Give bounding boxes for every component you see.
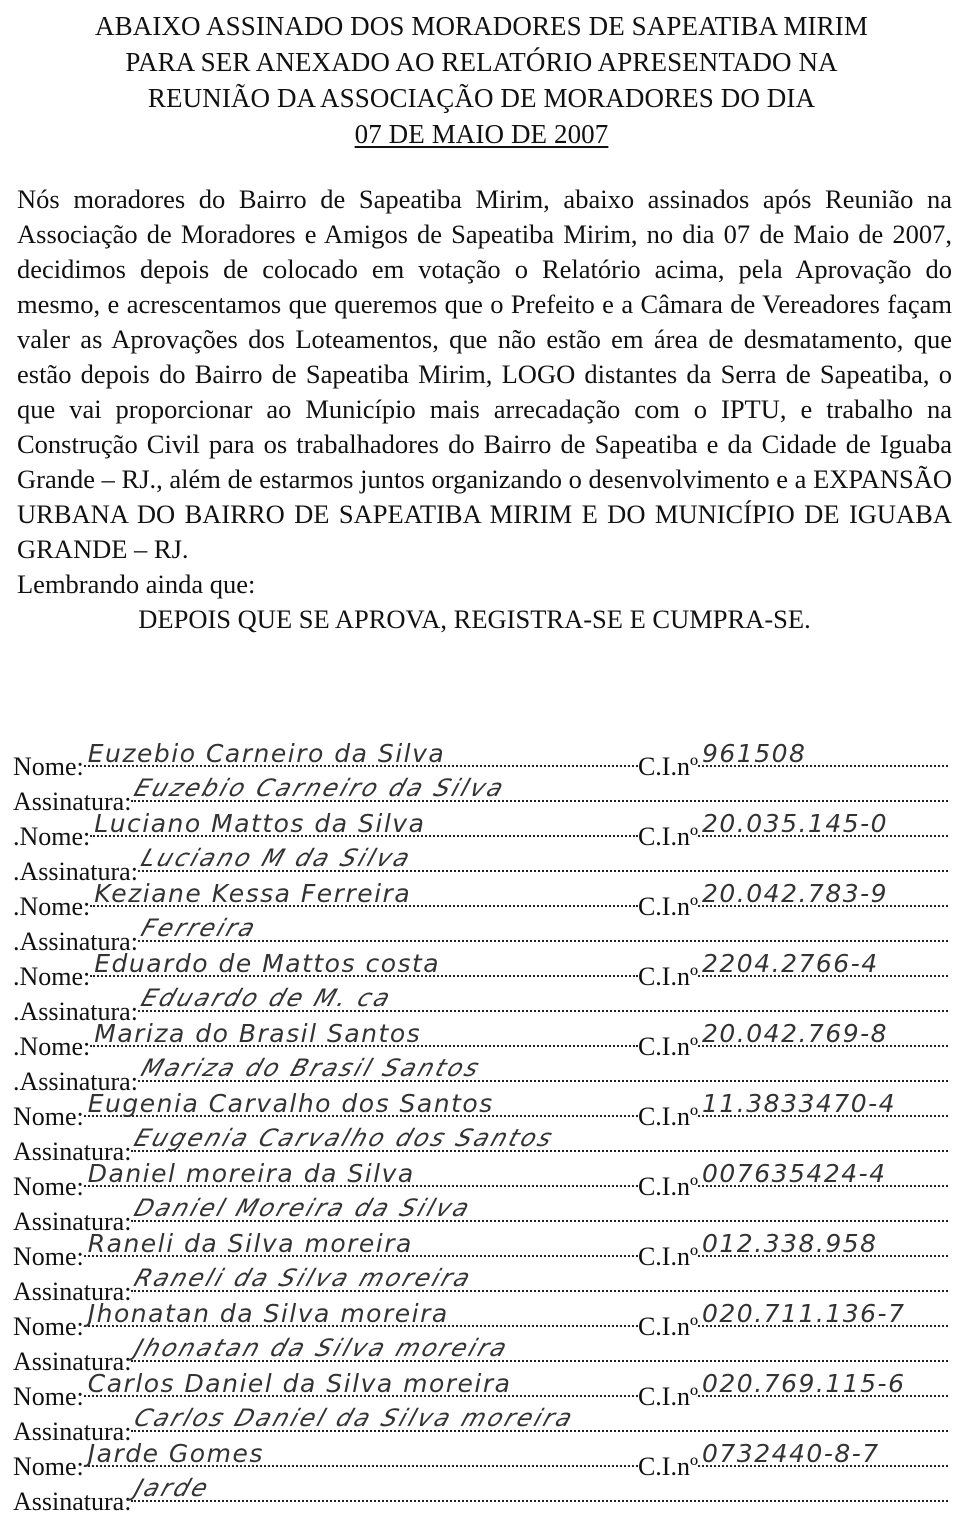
handwritten-signature: Mariza do Brasil Santos bbox=[137, 1054, 485, 1082]
ci-label: C.I.nº bbox=[637, 1312, 698, 1341]
name-label: Nome: bbox=[13, 1172, 84, 1201]
handwritten-name: Keziane Kessa Ferreira bbox=[94, 879, 412, 908]
handwritten-name: Eugenia Carvalho dos Santos bbox=[87, 1089, 494, 1118]
handwritten-name: Eduardo de Mattos costa bbox=[94, 949, 441, 978]
name-field bbox=[84, 1290, 638, 1327]
handwritten-ci: 11.3833470-4 bbox=[702, 1089, 897, 1118]
body-paragraph: Nós moradores do Bairro de Sapeatiba Mirim, abaixo assinados após Reunião na Associação de Moradores e Amigos de Sapeatiba Mirim, no dia 07 de Maio de 2007, decidimos depois de colocado em votação o Relatório acima, pela Aprovação do mesmo, e acrescentamos que queremos que o Prefeito e a Câmara de Vereadores façam valer as Aprovações dos Loteamentos, que não estão em área de desmatamento, que estão depois do Bairro de Sapeatiba Mirim, LOGO distantes da Serra de Sapeatiba, o que vai proporcionar ao Município mais arrecadação com o IPTU, e trabalho na Construção Civil para os trabalhadores do Bairro de Sapeatiba e da Cidade de Iguaba Grande – RJ., além de estarmos juntos organizando o desenvolvimento e a EXPANSÃO URBANA DO BAIRRO DE SAPEATIBA MIRIM E DO MUNICÍPIO DE IGUABA GRANDE – RJ. bbox=[17, 184, 952, 564]
handwritten-signature: Euzebio Carneiro da Silva bbox=[131, 774, 510, 802]
handwritten-name: Carlos Daniel da Silva moreira bbox=[87, 1369, 512, 1398]
title-line-2: PARA SER ANEXADO AO RELATÓRIO APRESENTADO NA bbox=[125, 47, 838, 77]
name-label: Nome: bbox=[13, 1102, 84, 1131]
ci-field bbox=[698, 940, 948, 977]
name-label: .Nome: bbox=[13, 962, 91, 991]
handwritten-signature: Jhonatan da Silva moreira bbox=[131, 1334, 514, 1362]
signature-field bbox=[131, 1465, 948, 1502]
name-label: .Nome: bbox=[13, 822, 91, 851]
signature-label: Assinatura: bbox=[13, 1417, 132, 1446]
handwritten-signature: Eugenia Carvalho dos Santos bbox=[131, 1124, 559, 1152]
handwritten-ci: 2204.2766-4 bbox=[702, 949, 879, 978]
ci-field bbox=[698, 730, 948, 767]
signature-field bbox=[138, 835, 948, 872]
ci-label: C.I.nº bbox=[637, 962, 698, 991]
handwritten-ci: 961508 bbox=[702, 739, 807, 768]
handwritten-name: Mariza do Brasil Santos bbox=[94, 1019, 422, 1048]
ci-label: C.I.nº bbox=[637, 1102, 698, 1131]
name-field bbox=[84, 1220, 638, 1257]
ci-label: C.I.nº bbox=[637, 892, 698, 921]
handwritten-ci: 020.769.115-6 bbox=[702, 1369, 906, 1398]
signature-field bbox=[131, 1325, 948, 1362]
ci-field bbox=[698, 1080, 948, 1117]
name-field bbox=[84, 1080, 638, 1117]
handwritten-signature: Raneli da Silva moreira bbox=[131, 1264, 477, 1292]
signature-label: Assinatura: bbox=[13, 1277, 132, 1306]
title-line-1: ABAIXO ASSINADO DOS MORADORES DE SAPEATIBA MIRIM bbox=[95, 11, 868, 41]
ci-field bbox=[698, 1220, 948, 1257]
signature-field bbox=[138, 975, 948, 1012]
title-date: 07 DE MAIO DE 2007 bbox=[354, 119, 609, 149]
ci-field bbox=[698, 800, 948, 837]
signature-label: .Assinatura: bbox=[13, 997, 138, 1026]
signature-field bbox=[131, 1185, 948, 1222]
handwritten-signature: Carlos Daniel da Silva moreira bbox=[131, 1404, 579, 1432]
handwritten-signature: Ferreira bbox=[137, 914, 261, 942]
signature-row bbox=[13, 1473, 948, 1516]
handwritten-ci: 0732440-8-7 bbox=[702, 1439, 880, 1468]
name-field bbox=[90, 870, 638, 907]
ci-label: C.I.nº bbox=[637, 1172, 698, 1201]
handwritten-signature: Jarde bbox=[131, 1474, 215, 1502]
name-field bbox=[84, 1150, 638, 1187]
handwritten-signature: Luciano M da Silva bbox=[137, 844, 416, 872]
ci-label: C.I.nº bbox=[637, 1382, 698, 1411]
handwritten-ci: 20.042.783-9 bbox=[702, 879, 889, 908]
handwritten-name: Daniel moreira da Silva bbox=[87, 1159, 415, 1188]
signature-field bbox=[131, 1395, 948, 1432]
name-field bbox=[84, 1360, 638, 1397]
ci-field bbox=[698, 1290, 948, 1327]
name-label: Nome: bbox=[13, 1312, 84, 1341]
petition-body bbox=[17, 182, 952, 637]
handwritten-signature: Daniel Moreira da Silva bbox=[131, 1194, 476, 1222]
handwritten-ci: 020.711.136-7 bbox=[702, 1299, 906, 1328]
signature-label: Assinatura: bbox=[13, 1207, 132, 1236]
signature-field bbox=[131, 1115, 948, 1152]
handwritten-ci: 012.338.958 bbox=[702, 1229, 878, 1258]
name-label: .Nome: bbox=[13, 892, 91, 921]
handwritten-name: Jhonatan da Silva moreira bbox=[87, 1299, 449, 1328]
handwritten-signature: Eduardo de M. ca bbox=[137, 984, 396, 1012]
ci-field bbox=[698, 1360, 948, 1397]
name-field bbox=[90, 1010, 638, 1047]
name-field bbox=[84, 1430, 638, 1467]
name-field bbox=[90, 800, 638, 837]
ci-field bbox=[698, 870, 948, 907]
document-title bbox=[0, 8, 963, 152]
body-closing: DEPOIS QUE SE APROVA, REGISTRA-SE E CUMPRA-SE. bbox=[138, 604, 811, 634]
ci-field bbox=[698, 1010, 948, 1047]
signature-label: .Assinatura: bbox=[13, 857, 138, 886]
name-label: Nome: bbox=[13, 1382, 84, 1411]
handwritten-name: Raneli da Silva moreira bbox=[87, 1229, 413, 1258]
ci-label: C.I.nº bbox=[637, 1452, 698, 1481]
ci-label: C.I.nº bbox=[637, 1242, 698, 1271]
signature-label: Assinatura: bbox=[13, 1137, 132, 1166]
handwritten-name: Euzebio Carneiro da Silva bbox=[87, 739, 446, 768]
ci-label: C.I.nº bbox=[637, 1032, 698, 1061]
ci-label: C.I.nº bbox=[637, 752, 698, 781]
name-label: Nome: bbox=[13, 1452, 84, 1481]
signature-label: .Assinatura: bbox=[13, 927, 138, 956]
ci-field bbox=[698, 1150, 948, 1187]
signature-label: .Assinatura: bbox=[13, 1067, 138, 1096]
ci-label: C.I.nº bbox=[637, 822, 698, 851]
handwritten-ci: 20.042.769-8 bbox=[702, 1019, 889, 1048]
body-reminder: Lembrando ainda que: bbox=[17, 569, 256, 599]
signature-list bbox=[13, 738, 948, 1516]
handwritten-ci: 20.035.145-0 bbox=[702, 809, 889, 838]
name-field bbox=[90, 940, 638, 977]
name-label: .Nome: bbox=[13, 1032, 91, 1061]
name-field bbox=[84, 730, 638, 767]
ci-field bbox=[698, 1430, 948, 1467]
signature-label: Assinatura: bbox=[13, 1487, 132, 1516]
signature-field bbox=[131, 765, 948, 802]
handwritten-ci: 007635424-4 bbox=[702, 1159, 887, 1188]
signature-label: Assinatura: bbox=[13, 787, 132, 816]
handwritten-name: Luciano Mattos da Silva bbox=[94, 809, 426, 838]
name-label: Nome: bbox=[13, 1242, 84, 1271]
signature-field bbox=[138, 905, 948, 942]
name-label: Nome: bbox=[13, 752, 84, 781]
signature-field bbox=[131, 1255, 948, 1292]
signature-field bbox=[138, 1045, 948, 1082]
handwritten-name: Jarde Gomes bbox=[87, 1439, 264, 1468]
signature-label: Assinatura: bbox=[13, 1347, 132, 1376]
title-line-3: REUNIÃO DA ASSOCIAÇÃO DE MORADORES DO DIA bbox=[147, 83, 816, 113]
